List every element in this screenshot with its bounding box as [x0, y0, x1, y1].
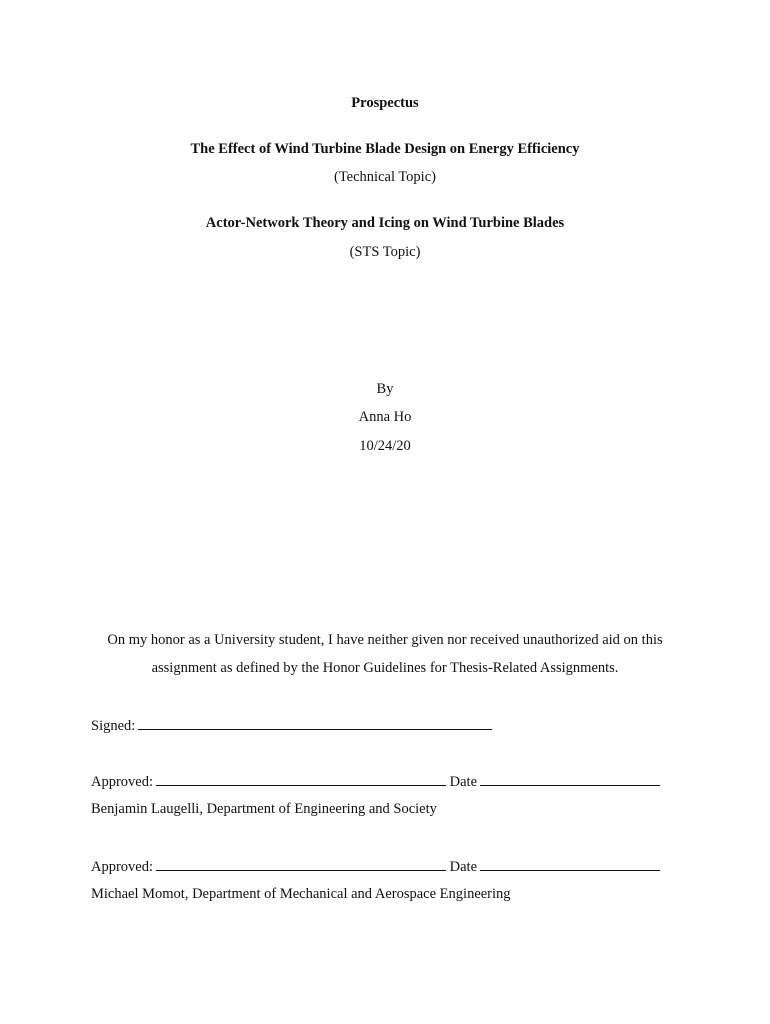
approval-date-line-1: [480, 772, 660, 786]
signature-line: [138, 716, 492, 730]
approval-signature-line-1: [156, 772, 446, 786]
approval-signature-line-2: [156, 857, 446, 871]
approval-date-line-2: [480, 857, 660, 871]
document-date: 10/24/20: [359, 438, 411, 454]
approver-1-name: Benjamin Laugelli, Department of Engineering and Society: [91, 801, 437, 817]
date-label-1: Date: [449, 774, 478, 790]
by-label: By: [376, 381, 394, 397]
approved-label-1: Approved:: [91, 774, 154, 790]
approver-2-name: Michael Momot, Department of Mechanical and Aerospace Engineering: [91, 886, 511, 902]
honor-pledge-line-1: On my honor as a University student, I have neither given nor received unauthorized aid on this: [107, 632, 663, 648]
sts-topic-title: Actor-Network Theory and Icing on Wind Turbine Blades: [205, 215, 565, 231]
technical-topic-label: (Technical Topic): [334, 169, 436, 185]
approval-row-1: [91, 772, 660, 791]
sts-topic-label: (STS Topic): [349, 244, 421, 260]
technical-topic-title: The Effect of Wind Turbine Blade Design on Energy Efficiency: [190, 141, 580, 157]
author-name: Anna Ho: [358, 409, 412, 425]
signed-label: Signed:: [91, 718, 136, 734]
date-label-2: Date: [449, 859, 478, 875]
approval-row-2: [91, 857, 660, 876]
document-heading: Prospectus: [351, 95, 419, 111]
honor-pledge-line-2: assignment as defined by the Honor Guidelines for Thesis-Related Assignments.: [151, 660, 619, 676]
approved-label-2: Approved:: [91, 859, 154, 875]
signed-row: [91, 716, 492, 735]
